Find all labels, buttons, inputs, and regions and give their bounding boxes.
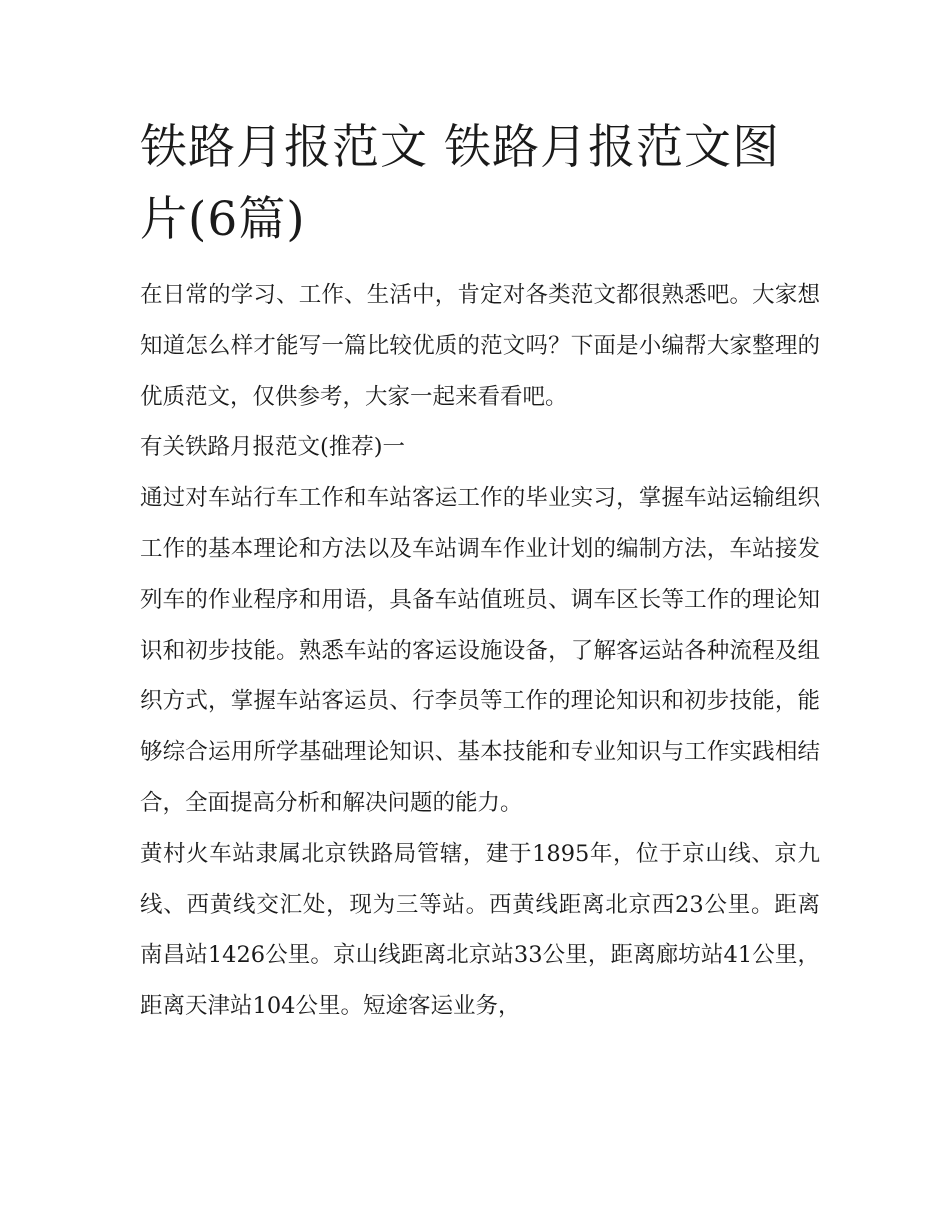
document-page — [140, 112, 820, 1032]
section-heading: 有关铁路月报范文(推荐)一 — [140, 434, 406, 461]
intro-paragraph: 在日常的学习、工作、生活中，肯定对各类范文都很熟悉吧。大家想知道怎么样才能写一篇比较优质的范文吗？下面是小编帮大家整理的优质范文，仅供参考，大家一起来看看吧。 — [140, 282, 820, 410]
document-title: 铁路月报范文 铁路月报范文图片(6篇) — [140, 120, 780, 247]
body-paragraph-practice: 通过对车站行车工作和车站客运工作的毕业实习，掌握车站运输组织工作的基本理论和方法以及车站调车作业计划的编制方法，车站接发列车的作业程序和用语，具备车站值班员、调车区长等工作的理论知识和初步技能。熟悉车站的客运设施设备，了解客运站各种流程及组织方式，掌握车站客运员、行李员等工作的理论知识和初步技能，能够综合运用所学基础理论知识、基本技能和专业知识与工作实践相结合，全面提高分析和解决问题的能力。 — [140, 485, 820, 816]
body-paragraph-station: 黄村火车站隶属北京铁路局管辖，建于1895年，位于京山线、京九线、西黄线交汇处，现为三等站。西黄线距离北京西23公里。距离南昌站1426公里。京山线距离北京站33公里，距离廊坊站41公里，距离天津站104公里。短途客运业务， — [140, 840, 820, 1020]
